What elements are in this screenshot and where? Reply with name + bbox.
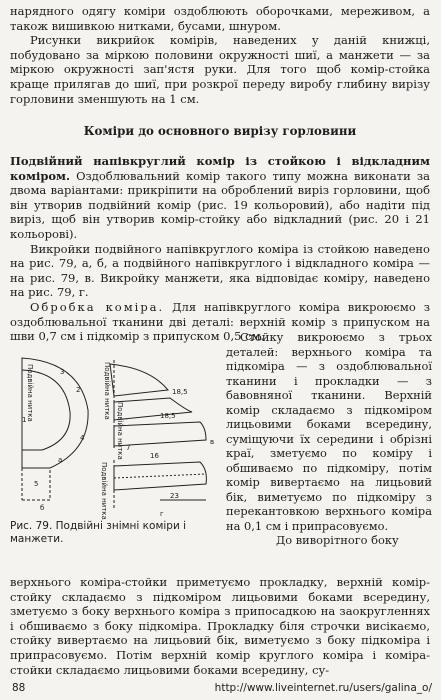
label-7: 7 [126,444,131,452]
paragraph-3-body: Оздоблювальний комір такого типу можна виконати за двома варіантами: прикріпити на оброблений виріз горловини, щоб він утворив подвійний комір (рис. 19 кольоровий), або надіти під виріз, щоб він утворив комір-стойку або відкладний (рис. 20 і 21 кольорові). [10,168,430,241]
paragraph-2: Рисунки викрийок комірів, наведених у даній книжці, побудовано за міркою половини окружності шиї, а манжети — за міркою окружності зап'ястя руки. Для того щоб комір-стойка краще прилягав до шиї, при розкрої переду виробу глибину вирізу горловини зменшують на 1 см. [10,33,430,106]
paragraph-7: верхнього коміра-стойки приметуємо прокладку, верхній комір-стойку складаємо з підкоміром лицьовими боками всередину, зметуємо з боку верхнього коміра з припосадкою на заокругленнях і обшиваємо з боку підкоміра. Прокладку біля строчки висікаємо, стойку вивертаємо на лицьовий бік, виметуємо з боку підкоміра і припрасовуємо. Потім верхній комір круглого коміра і коміра-стойки складаємо лицьовими боками всередину, су- [10,575,430,677]
watermark-url: http://www.liveinternet.ru/users/galina_o/ [214,682,432,694]
label-podvijna-2: Подвійна нитка [103,362,111,420]
paragraph-1: нарядного одягу коміри оздоблюють оборочками, мереживом, а також вишивкою нитками, бусами, шнуром. [10,4,430,33]
label-16: 16 [150,452,159,460]
paragraph-1-block [10,4,430,106]
label-18-5-b: 18,5 [160,412,176,420]
paragraph-4: Викройки подвійного напівкруглого коміра із стойкою наведено на рис. 79, а, б, а подвійного напівкруглого і відкладного коміра — на рис. 79, в. Викройку манжети, яка відповідає коміру, наведено на рис. 79, г. [10,241,430,300]
paragraph-3 [10,154,430,242]
section-heading: Коміри до основного вирізу горловини [83,124,357,138]
label-g: г [160,510,164,518]
pattern-drawing [10,350,222,520]
label-2: 2 [76,386,81,394]
collar-b-top [110,364,168,396]
paragraph-7-start: До виворітного боку [276,533,399,547]
pattern-figure [10,350,222,520]
label-5: 5 [34,480,39,488]
paragraph-7-block [10,575,430,677]
paragraph-3-block [10,154,430,344]
label-b: б [40,504,45,512]
right-column [226,330,432,548]
label-podvijna-4: Подвійна нитка [100,462,108,520]
page-number: 88 [12,682,26,694]
label-3: 3 [60,368,65,376]
paragraph-5-title: Обробка коміра. [30,299,165,314]
paragraph-5-body: Для напівкруглого коміра викроюємо з оздоблювальної тканини дві деталі: верхній комір з припуском на шви 0,7 см і підкомір з припуском 0,5 см. [10,299,430,344]
label-v: в [210,438,215,446]
label-4: 4 [80,434,85,442]
paragraph-3-title: Подвійний напівкруглий комір із стойкою і відкладним коміром. [10,154,430,183]
cuff-g-outline [114,462,206,490]
label-18-5-a: 18,5 [172,388,188,396]
label-a: а [58,456,63,464]
label-23: 23 [170,492,179,500]
label-podvijna-1: Подвійна нитка [26,364,34,422]
collar-b-lower [114,422,206,446]
cuff-g-fold [114,474,206,478]
label-1: 1 [22,416,27,424]
collar-b-band [114,398,192,420]
label-podvijna-3: Подвійна нитка [116,402,124,460]
paragraph-6: Стойку викроюємо з трьох деталей: верхнього коміра та підкоміра — з оздоблювальної тканини і прокладки — з бавовняної тканини. Верхній комір складаємо з підкоміром лицьовими боками всередину, суміщуючи їх середини і обрізні краї, зметуємо по коміру і обшиваємо по підкоміру, потім комір вивертаємо на лицьовий бік, виметуємо по підкоміру з перекантовкою верхнього коміра на 0,1 см і припрасовуємо. [226,330,432,533]
figure-caption: Рис. 79. Подвійні знімні коміри і манжети. [10,520,187,545]
